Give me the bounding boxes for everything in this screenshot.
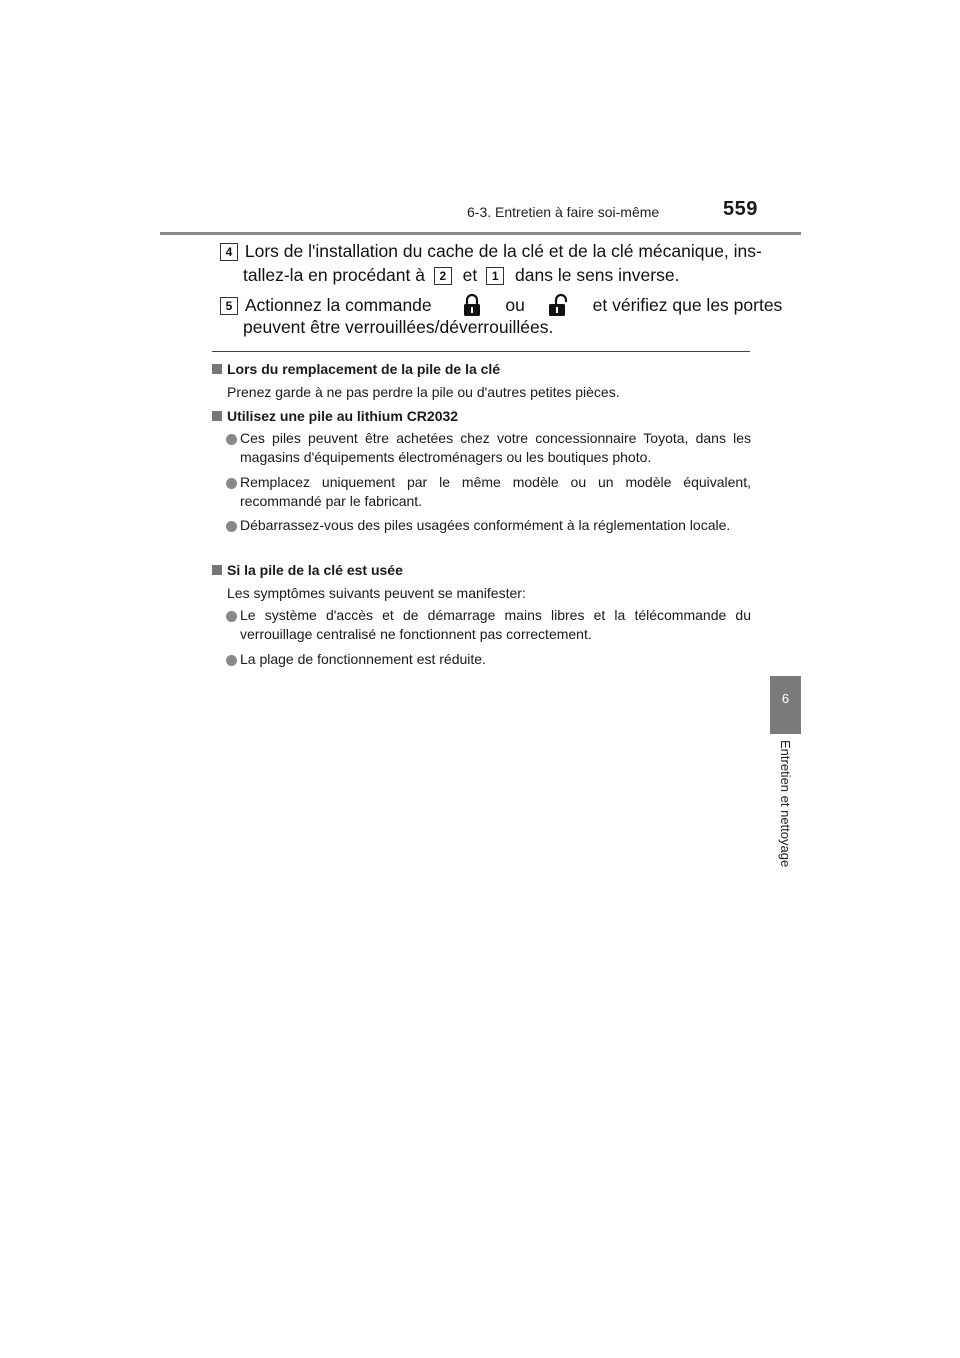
header-rule <box>160 232 801 235</box>
note-heading: Si la pile de la clé est usée <box>212 561 403 580</box>
note-heading: Lors du remplacement de la pile de la clé <box>212 360 500 379</box>
step-ref-badge: 2 <box>434 267 452 285</box>
bullet-icon <box>226 521 237 532</box>
section-title: 6-3. Entretien à faire soi-même <box>467 204 660 220</box>
square-bullet-icon <box>212 565 222 575</box>
page-number: 559 <box>723 198 758 220</box>
step-4-line-2 <box>243 265 679 286</box>
square-bullet-icon <box>212 364 222 374</box>
bullet-icon <box>226 478 237 489</box>
separator-rule <box>212 351 750 352</box>
step-5-text-1a: Actionnez la commande <box>244 295 432 315</box>
chapter-title: Entretien et nettoyage <box>778 740 793 868</box>
step-4-line-1 <box>220 241 762 262</box>
step-4-text-1: Lors de l'installation du cache de la clé et de la clé mécanique, ins- <box>244 241 762 261</box>
bullet-icon <box>226 655 237 666</box>
note-text: Prenez garde à ne pas perdre la pile ou d'autres petites pièces. <box>227 384 620 400</box>
bullet-icon <box>226 611 237 622</box>
bullet-icon <box>226 434 237 445</box>
step-number-badge: 5 <box>220 297 238 315</box>
step-4-text-2c: dans le sens inverse. <box>515 265 680 285</box>
bullet-text: Remplacez uniquement par le même modèle ou un modèle équivalent, recommandé par le fabricant. <box>240 474 751 509</box>
bullet-text: Débarrassez-vous des piles usagées conformément à la réglementation locale. <box>240 517 731 533</box>
step-4-text-2b: et <box>462 265 478 285</box>
note-heading: Utilisez une pile au lithium CR2032 <box>212 407 458 426</box>
step-5-text-1c: et vérifiez que les portes <box>592 295 783 315</box>
step-5-text-2: peuvent être verrouillées/déverrouillées. <box>243 317 554 337</box>
chapter-tab: 6 <box>770 676 801 734</box>
step-number-badge: 4 <box>220 243 238 261</box>
square-bullet-icon <box>212 411 222 421</box>
step-ref-badge: 1 <box>486 267 504 285</box>
bullet-text: La plage de fonctionnement est réduite. <box>240 651 486 667</box>
step-4-text-2a: tallez-la en procédant à <box>243 265 425 285</box>
bullet-text: Le système d'accès et de démarrage mains libres et la télécommande du verrouillage centralisé ne fonctionnent pas correctement. <box>240 607 751 642</box>
bullet-text: Ces piles peuvent être achetées chez votre concessionnaire Toyota, dans les magasins d'équipements électroménagers ou les boutiques photo. <box>240 430 751 465</box>
step-5-text-1b: ou <box>505 295 525 315</box>
note-text: Les symptômes suivants peuvent se manifester: <box>227 585 526 601</box>
